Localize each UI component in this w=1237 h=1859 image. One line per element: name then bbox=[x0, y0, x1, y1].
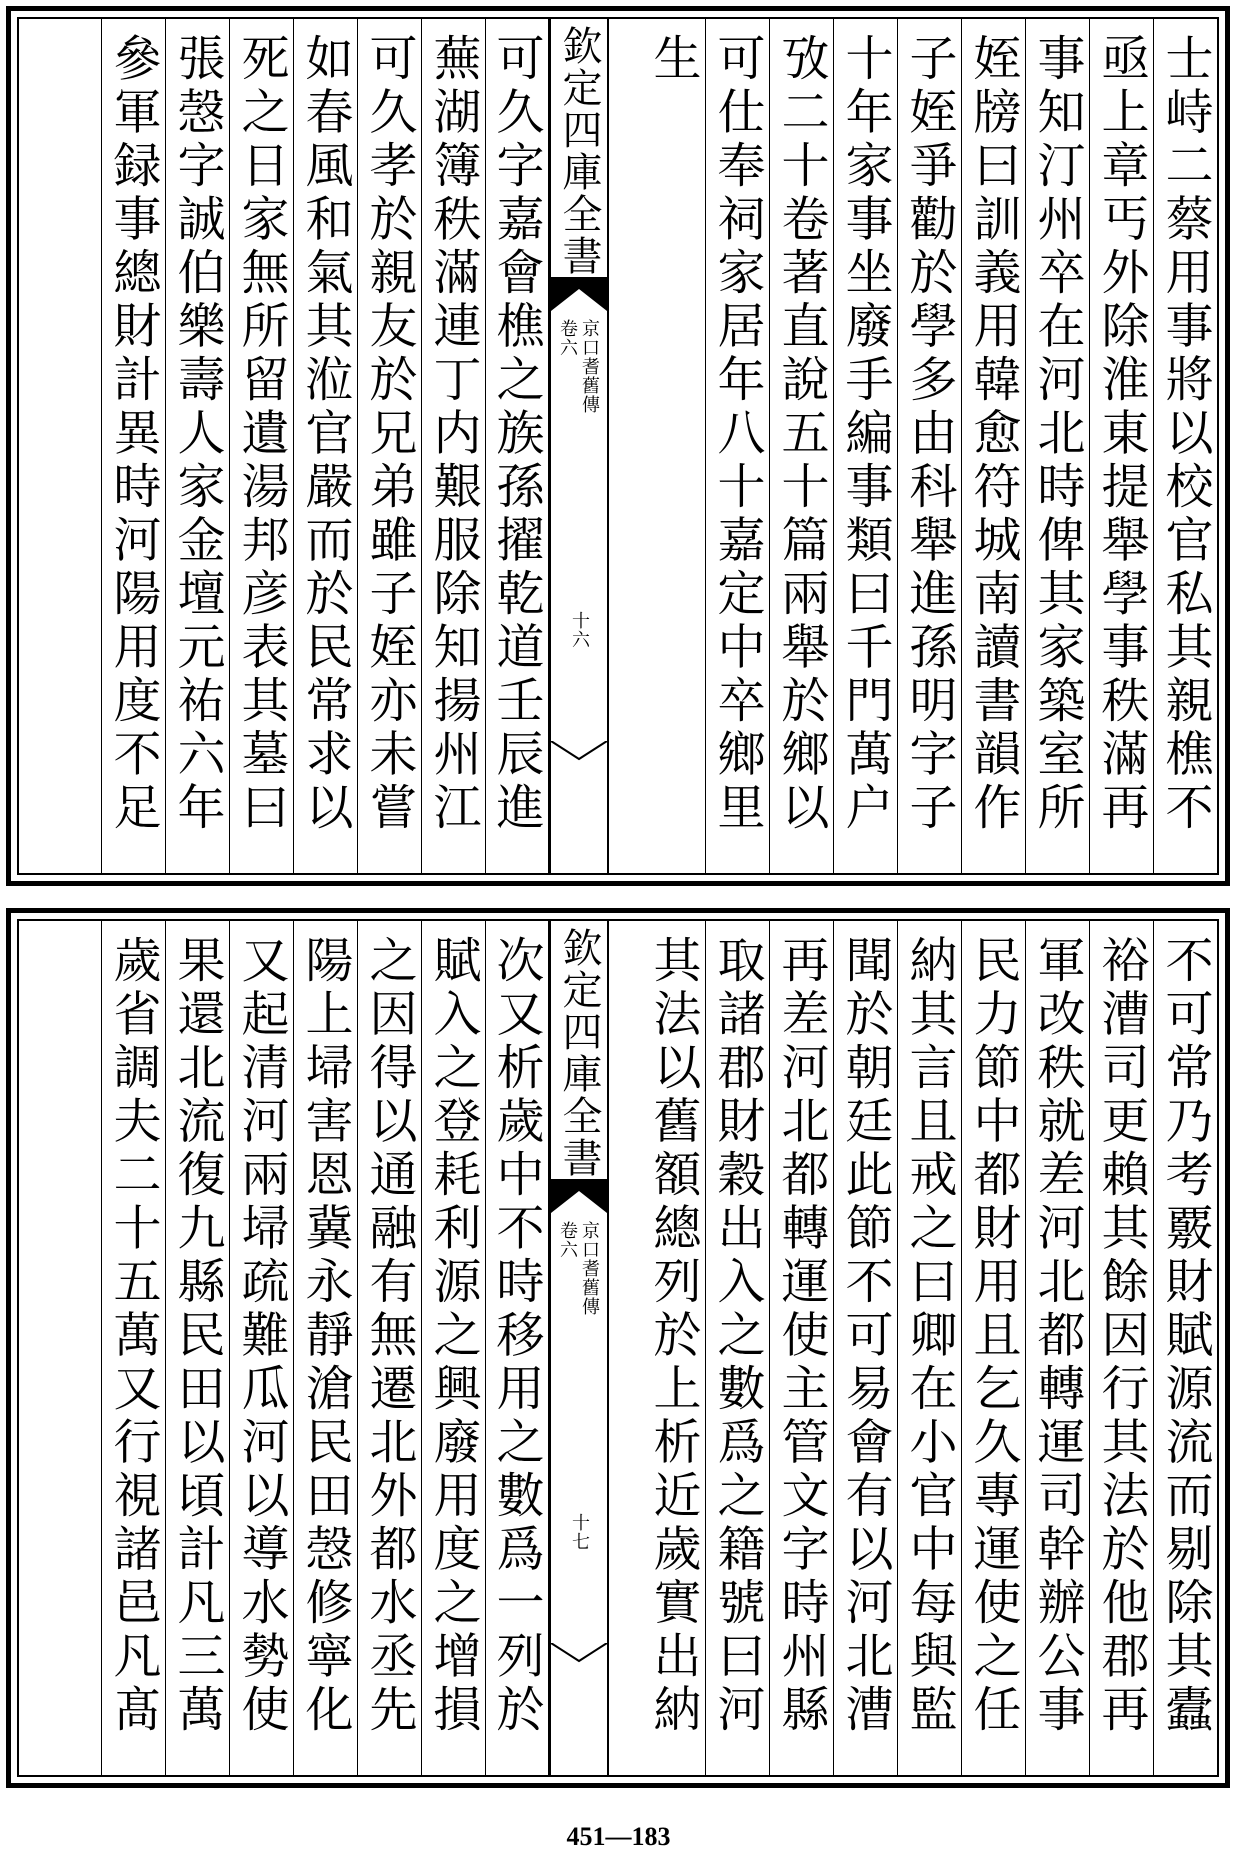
text-column: 十年家事坐廢手編事類曰千門萬户 bbox=[833, 19, 897, 873]
gutter-source-title: 京口耆舊傳 bbox=[579, 1221, 600, 1316]
text-column: 賦入之登耗利源之興廢用度之增損 bbox=[421, 921, 485, 1775]
text-column: 歲省調夫二十五萬又行視諸邑凡髙 bbox=[101, 921, 165, 1775]
right-half-columns bbox=[561, 921, 1217, 1775]
text-column: 參軍録事總財計異時河陽用度不足 bbox=[101, 19, 165, 873]
gutter-source-title: 京口耆舊傳 bbox=[579, 319, 600, 414]
left-half-columns bbox=[19, 921, 549, 1775]
page-frame bbox=[17, 919, 1219, 1777]
center-gutter bbox=[549, 19, 609, 873]
text-column: 亟上章丐外除淮東提舉學事秩滿再 bbox=[1089, 19, 1153, 873]
text-column: 可久孝於親友於兄弟雖子姪亦未嘗 bbox=[357, 19, 421, 873]
text-column: 聞於朝廷此節不可易會有以河北漕 bbox=[833, 921, 897, 1775]
text-column: 民力節中都財用且乞久專運使之任 bbox=[961, 921, 1025, 1775]
text-column: 姪牓曰訓義用韓愈符城南讀書韻作 bbox=[961, 19, 1025, 873]
text-column: 子姪爭勸於學多由科舉進孫明字子 bbox=[897, 19, 961, 873]
gutter-folio: 十七 bbox=[569, 1513, 590, 1551]
fish-tail-mark-icon bbox=[551, 277, 607, 311]
gutter-juan: 卷六 bbox=[557, 319, 578, 357]
center-gutter bbox=[549, 921, 609, 1775]
page-bottom bbox=[6, 908, 1230, 1788]
text-column: 其法以舊額總列於上析近歲實出納 bbox=[645, 935, 701, 1738]
text-column: 取諸郡財穀出入之數爲之籍號曰河 bbox=[705, 921, 769, 1775]
text-column: 再差河北都轉運使主管文字時州縣 bbox=[769, 921, 833, 1775]
left-half-columns bbox=[19, 19, 549, 873]
text-column: 次又析歲中不時移用之數爲一列於 bbox=[485, 921, 549, 1775]
text-column: 士峙二蔡用事將以校官私其親樵不 bbox=[1153, 19, 1217, 873]
text-column: 不可常乃考覈財賦源流而剔除其蠹 bbox=[1153, 921, 1217, 1775]
text-column: 攷二十卷著直說五十篇兩舉於鄉以 bbox=[769, 19, 833, 873]
gutter-juan: 卷六 bbox=[557, 1221, 578, 1259]
page-number: 451—183 bbox=[566, 1822, 671, 1851]
text-column: 納其言且戒之曰卿在小官中每與監 bbox=[897, 921, 961, 1775]
page-frame bbox=[17, 17, 1219, 875]
text-column: 蕪湖簿秩滿連丁内艱服除知揚州江 bbox=[421, 19, 485, 873]
text-column: 張愨字誠伯樂壽人家金壇元祐六年 bbox=[165, 19, 229, 873]
text-column: 生 bbox=[645, 33, 701, 87]
fish-tail-mark-icon bbox=[551, 1179, 607, 1213]
text-column: 死之日家無所留遺湯邦彦表其墓曰 bbox=[229, 19, 293, 873]
fish-tail-mark-icon bbox=[551, 741, 607, 767]
text-column: 陽上埽害恩冀永靜滄民田愨修寧化 bbox=[293, 921, 357, 1775]
text-column: 可久字嘉會樵之族孫擢乾道壬辰進 bbox=[485, 19, 549, 873]
text-column: 事知汀州卒在河北時俾其家築室所 bbox=[1025, 19, 1089, 873]
text-column: 如春風和氣其涖官嚴而於民常求以 bbox=[293, 19, 357, 873]
gutter-title: 欽定四庫全書 bbox=[556, 927, 602, 1179]
text-column: 果還北流復九縣民田以頃計凡三萬 bbox=[165, 921, 229, 1775]
text-column: 又起清河兩埽疏難瓜河以導水勢使 bbox=[229, 921, 293, 1775]
text-column: 軍改秩就差河北都轉運司幹辦公事 bbox=[1025, 921, 1089, 1775]
text-column: 可仕奉祠家居年八十嘉定中卒鄉里 bbox=[705, 19, 769, 873]
gutter-folio: 十六 bbox=[569, 611, 590, 649]
page-top bbox=[6, 6, 1230, 886]
text-column: 裕漕司更賴其餘因行其法於他郡再 bbox=[1089, 921, 1153, 1775]
gutter-title: 欽定四庫全書 bbox=[556, 25, 602, 277]
fish-tail-mark-icon bbox=[551, 1643, 607, 1669]
text-column: 之因得以通融有無遷北外都水丞先 bbox=[357, 921, 421, 1775]
right-half-columns bbox=[561, 19, 1217, 873]
